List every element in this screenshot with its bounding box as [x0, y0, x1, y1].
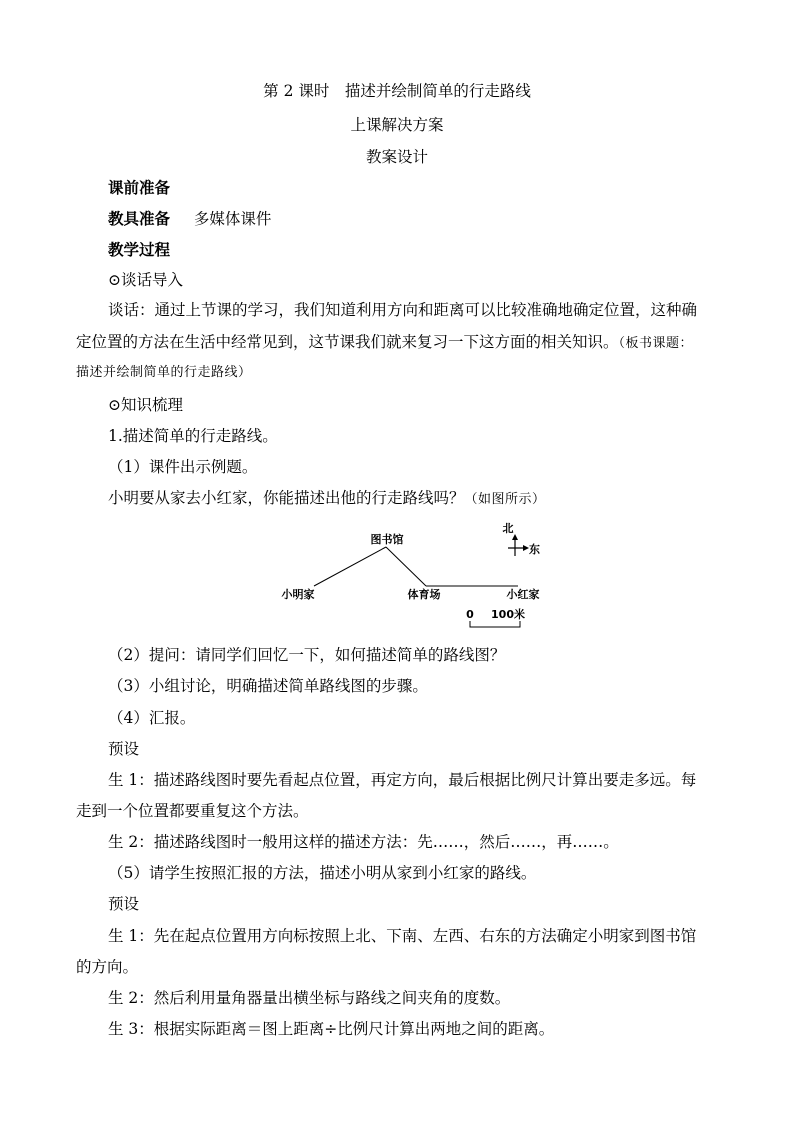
- step-3: （3）小组讨论，明确描述简单路线图的步骤。: [108, 677, 428, 695]
- preset2-student3: 生 3：根据实际距离＝图上距离÷比例尺计算出两地之间的距离。: [108, 1020, 555, 1038]
- example-question-note: （如图所示）: [464, 492, 546, 507]
- intro-paragraph-line2: [76, 332, 726, 354]
- student1-answer-line1: 生 1：描述路线图时要先看起点位置，再定方向，最后根据比例尺计算出要走多远。每: [108, 771, 697, 789]
- scale-zero-label: 0: [466, 608, 474, 621]
- prep-heading: 课前准备: [108, 178, 171, 197]
- step-4: （4）汇报。: [108, 709, 196, 727]
- preset2-student1-line2: 的方向。: [76, 958, 139, 976]
- lesson-title: 第 2 课时 描述并绘制简单的行走路线: [263, 82, 531, 100]
- lesson-subtitle: 上课解决方案: [350, 116, 444, 134]
- library-label: 图书馆: [370, 533, 404, 546]
- compass-east-label: 东: [529, 543, 540, 556]
- route-home-to-library: [314, 547, 386, 586]
- item-1: 1.描述简单的行走路线。: [108, 427, 278, 445]
- tools-row: [108, 209, 718, 229]
- preset2-student2: 生 2：然后利用量角器量出横坐标与路线之间夹角的度数。: [108, 989, 511, 1007]
- student1-answer-line2: 走到一个位置都要重复这个方法。: [76, 802, 309, 820]
- preset2-student1-line1: 生 1：先在起点位置用方向标按照上北、下南、左西、右东的方法确定小明家到图书馆: [108, 927, 697, 945]
- section-title: 教案设计: [365, 148, 428, 166]
- route-map-diagram: [270, 518, 560, 630]
- step-2: （2）提问：请同学们回忆一下，如何描述简单的路线图？: [108, 646, 506, 664]
- intro-paragraph-line1: 谈话：通过上节课的学习，我们知道利用方向和距离可以比较准确地确定位置，这种确: [108, 301, 698, 319]
- intro-paragraph-line2-text: 定位置的方法在生活中经常见到，这节课我们就来复习一下这方面的相关知识。: [76, 333, 619, 351]
- intro-board-note: （板书课题：: [618, 336, 694, 351]
- compass-north-label: 北: [502, 522, 514, 535]
- tools-value: 多媒体课件: [193, 210, 272, 228]
- preset-heading-1: 预设: [108, 740, 140, 758]
- scale-bar: [470, 621, 520, 627]
- intro-paragraph-line3: 描述并绘制简单的行走路线）: [76, 365, 252, 380]
- step-5: （5）请学生按照汇报的方法，描述小明从家到小红家的路线。: [108, 864, 537, 882]
- xiaoming-home-label: 小明家: [281, 588, 315, 601]
- route-library-to-stadium: [386, 547, 426, 586]
- stadium-label: 体育场: [407, 588, 441, 601]
- example-question: [108, 488, 718, 510]
- preset-heading-2: 预设: [108, 895, 140, 913]
- xiaohong-home-label: 小红家: [506, 588, 540, 601]
- tools-label: 教具准备: [108, 209, 171, 228]
- intro-heading: ⊙谈话导入: [108, 271, 183, 289]
- review-heading: ⊙知识梳理: [108, 396, 183, 414]
- scale-value-label: 100米: [491, 608, 525, 621]
- student2-answer: 生 2：描述路线图时一般用这样的描述方法：先……，然后……，再……。: [108, 833, 619, 851]
- step-1: （1）课件出示例题。: [108, 458, 258, 476]
- example-question-text: 小明要从家去小红家，你能描述出他的行走路线吗？: [108, 489, 465, 507]
- process-heading: 教学过程: [108, 240, 171, 259]
